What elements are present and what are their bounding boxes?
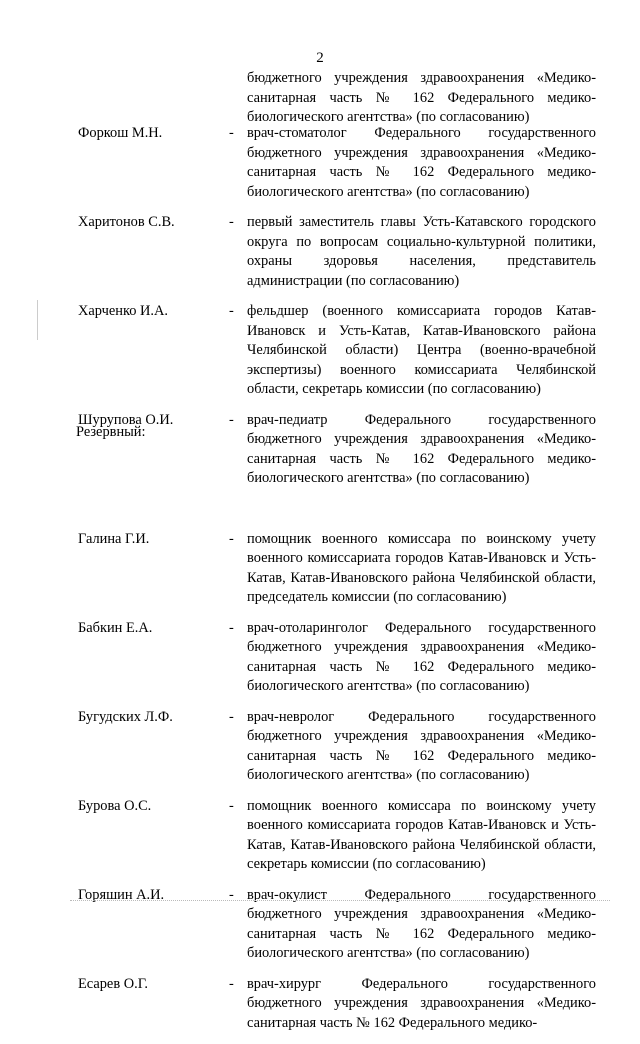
member-entry bbox=[0, 619, 640, 697]
member-duty: врач-стоматолог Федерального государственного бюджетного учреждения здравоохранения «Медико-санитарная часть № 162 Федерального медико-биологического агентства» (по согласованию) bbox=[247, 125, 596, 200]
member-name: Шурупова О.И. bbox=[78, 411, 174, 428]
member-name: Бабкин Е.А. bbox=[78, 619, 153, 636]
member-name: Харченко И.А. bbox=[78, 303, 168, 319]
member-name: Галина Г.И. bbox=[78, 530, 150, 547]
dash: - bbox=[229, 214, 234, 230]
member-list bbox=[0, 124, 640, 1044]
member-entry bbox=[0, 708, 640, 786]
dash: - bbox=[229, 975, 234, 992]
member-duty: врач-невролог Федерального государственного бюджетного учреждения здравоохранения «Медико-санитарная часть № 162 Федерального медико-биологического агентства» (по согласованию) bbox=[247, 708, 596, 783]
scan-bottom-line bbox=[70, 900, 610, 901]
member-entry bbox=[0, 213, 640, 291]
member-duty: помощник военного комиссара по воинскому учету военного комиссариата городов Катав-Ивановск и Усть-Катав, Катав-Ивановского района Челябинской области, секретарь комиссии (по согласованию) bbox=[247, 797, 596, 872]
member-entry bbox=[0, 124, 640, 202]
member-entry bbox=[0, 886, 640, 964]
member-duty: первый заместитель главы Усть-Катавского городского округа по вопросам социально-культурной политики, охраны здоровья населения, представитель администрации (по согласованию) bbox=[247, 214, 596, 289]
page-number: 2 bbox=[316, 50, 324, 66]
member-entry bbox=[0, 411, 640, 489]
reserve-label: Резервный: bbox=[76, 424, 146, 440]
dash: - bbox=[229, 797, 234, 814]
member-duty: врач-отоларинголог Федерального государственного бюджетного учреждения здравоохранения «Медико-санитарная часть № 162 Федерального медико-биологического агентства» (по согласованию) bbox=[247, 619, 596, 694]
member-duty: врач-окулист Федерального государственного бюджетного учреждения здравоохранения «Медико-санитарная часть № 162 Федерального медико-биологического агентства» (по согласованию) bbox=[247, 886, 596, 961]
member-name: Горяшин А.И. bbox=[78, 886, 165, 903]
dash: - bbox=[229, 530, 234, 547]
dash: - bbox=[229, 411, 234, 428]
member-duty: врач-хирург Федерального государственного бюджетного учреждения здравоохранения «Медико-санитарная часть № 162 Федерального медико- bbox=[247, 975, 596, 1031]
member-name: Есарев О.Г. bbox=[78, 975, 148, 992]
member-duty: фельдшер (военного комиссариата городов Катав-Ивановск и Усть-Катав, Катав-Ивановского района Челябинской области) Центра (военно-врачебной экспертизы) военного комиссариата Челябинской области, секретарь комиссии (по согласованию) bbox=[247, 303, 596, 397]
member-entry bbox=[0, 975, 640, 1034]
member-duty: врач-педиатр Федерального государственного бюджетного учреждения здравоохранения «Медико-санитарная часть № 162 Федерального медико-биологического агентства» (по согласованию) bbox=[247, 411, 596, 486]
member-entry bbox=[0, 530, 640, 608]
continuation-text: бюджетного учреждения здравоохранения «Медико-санитарная часть № 162 Федерального медико-биологического агентства» (по согласованию) bbox=[247, 70, 596, 125]
dash: - bbox=[229, 886, 234, 903]
dash: - bbox=[229, 708, 234, 725]
scan-margin-mark bbox=[37, 300, 38, 340]
member-entry bbox=[0, 302, 640, 400]
member-name: Бугудских Л.Ф. bbox=[78, 708, 173, 725]
dash: - bbox=[229, 619, 234, 636]
member-entry bbox=[0, 797, 640, 875]
dash: - bbox=[229, 125, 234, 141]
member-duty: помощник военного комиссара по воинскому учету военного комиссариата городов Катав-Ивановск и Усть-Катав, Катав-Ивановского района Челябинской области, председатель комиссии (по согласованию) bbox=[247, 530, 596, 605]
member-name: Форкош М.Н. bbox=[78, 125, 163, 141]
member-name: Харитонов С.В. bbox=[78, 214, 175, 230]
dash: - bbox=[229, 303, 234, 319]
member-name: Бурова О.С. bbox=[78, 797, 152, 814]
